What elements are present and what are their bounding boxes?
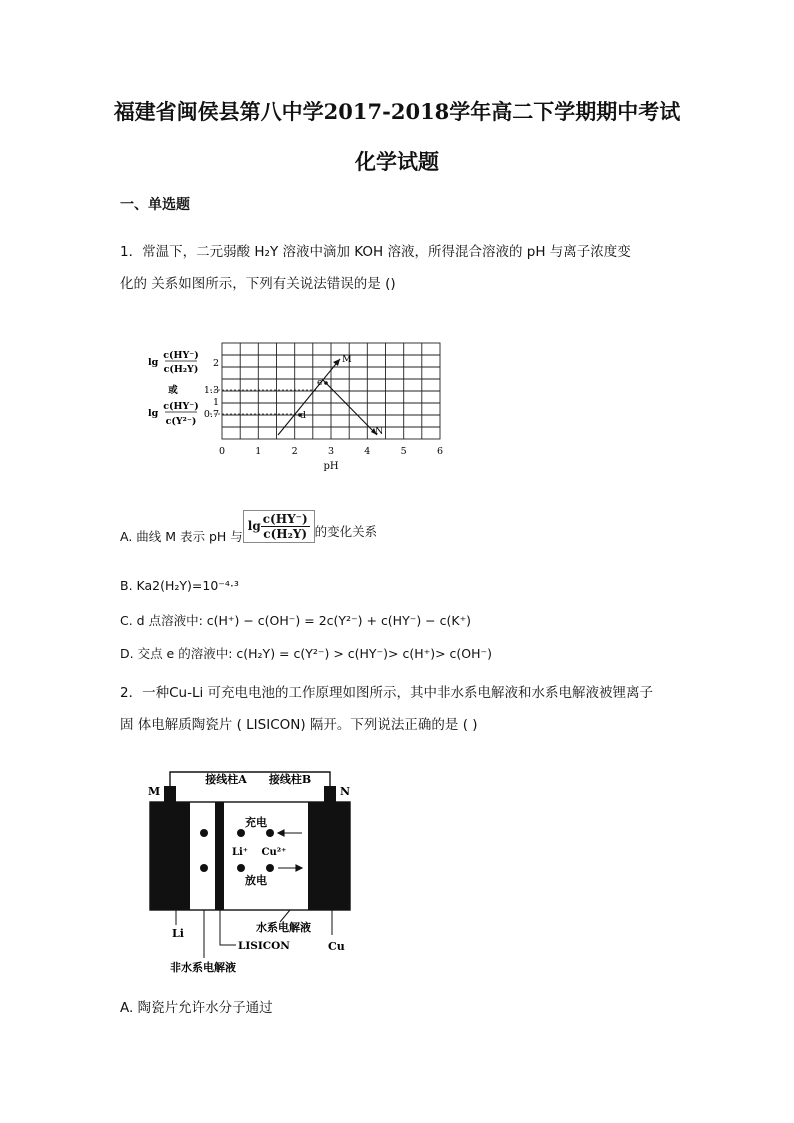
question-1-figure [140,335,450,475]
cu-label: Cu [328,940,345,953]
charge-label: 充电 [245,816,267,829]
cu-ion-label: Cu²⁺ [261,847,287,858]
svg-text:c(HY⁻): c(HY⁻) [163,350,199,361]
question-1-line1: 1．常温下，二元弱酸 H₂Y 溶液中滴加 KOH 溶液，所得混合溶液的 pH 与离子浓度变 [120,244,631,260]
svg-text:0.7: 0.7 [203,409,219,420]
question-1-option-c: C. d 点溶液中: c(H⁺) − c(OH⁻) = 2c(Y²⁻) + c(HY⁻) − c(K⁺) [120,613,472,628]
option-a-formula: lg $\frac{c(HY^-)}{\text{c(H₂Y)}}$ [243,510,315,543]
svg-text:0: 0 [218,446,226,457]
y-tick-labels [204,358,219,420]
question-2-line1: 2．一种Cu-Li 可充电电池的工作原理如图所示，其中非水系电解液和水系电解液被锂离子 [120,685,654,701]
discharge-label: 放电 [245,874,267,887]
page-subtitle: 化学试题 [355,149,439,174]
curve-m-arrow [333,359,340,366]
svg-text:5: 5 [400,446,407,457]
label-n: N [375,426,384,437]
label-e: e [317,377,323,388]
charge-arrow [278,830,302,836]
svg-text:lg: lg [148,408,159,419]
svg-text:c(H₂Y): c(H₂Y) [163,364,199,375]
terminal-b-label: 接线柱B [268,773,312,786]
section-heading: 一、单选题 [120,197,190,213]
question-1-option-d: D. 交点 e 的溶液中: c(H₂Y) = c(Y²⁻) > c(HY⁻)> c(H⁺)> c(OH⁻) [120,646,493,661]
aqueous-label: 水系电解液 [256,921,311,934]
svg-text:1: 1 [212,397,219,408]
question-1-option-b: B. Ka2(H₂Y)=10⁻⁴·³ [120,578,239,593]
label-d: d [300,410,307,421]
grid [222,343,440,439]
svg-text:lg: lg [148,357,159,368]
svg-text:2: 2 [291,446,298,457]
question-2-figure [140,760,370,980]
lisicon-label: LISICON [238,940,290,952]
li-label: Li [172,927,184,940]
svg-text:c(HY⁻): c(HY⁻) [163,401,199,412]
li-electrode [150,802,190,910]
label-m: M [342,354,352,365]
svg-text:3: 3 [327,446,335,457]
terminal-a-label: 接线柱A [205,773,247,786]
question-1-line2: 化的 关系如图所示，下列有关说法错误的是 () [120,276,396,292]
svg-text:6: 6 [436,446,444,457]
label-n: N [340,785,351,798]
svg-text:4: 4 [364,446,371,457]
li-ion-label: Li⁺ [231,847,249,858]
label-m: M [148,785,161,798]
cu-electrode [308,802,350,910]
non-aqueous-label: 非水系电解液 [170,961,236,974]
point-e [324,381,328,385]
svg-text:2: 2 [212,358,219,369]
terminal-b [324,786,336,802]
terminal-a [164,786,176,802]
x-tick-labels [219,446,443,457]
svg-text:1: 1 [255,446,262,457]
question-1-option-a: A. 曲线 M 表示 pH 与lg $\frac{c(HY^-)}{\text{c(H₂Y)}}$ 的变化关系 [120,511,378,544]
question-2-line2: 固 体电解质陶瓷片 ( LISICON) 隔开。下列说法正确的是 ( ) [120,717,478,733]
x-axis-label: pH [323,461,339,472]
discharge-arrow [278,865,302,871]
lisicon-membrane [215,802,224,910]
svg-text:1.3: 1.3 [203,385,219,396]
svg-text:c(Y²⁻): c(Y²⁻) [165,416,197,427]
svg-text:或: 或 [168,385,178,396]
y-axis-label [148,350,199,427]
question-2-option-a: A. 陶瓷片允许水分子通过 [120,1000,273,1016]
page-title: 福建省闽侯县第八中学2017-2018学年高二下学期期中考试 [113,99,681,124]
